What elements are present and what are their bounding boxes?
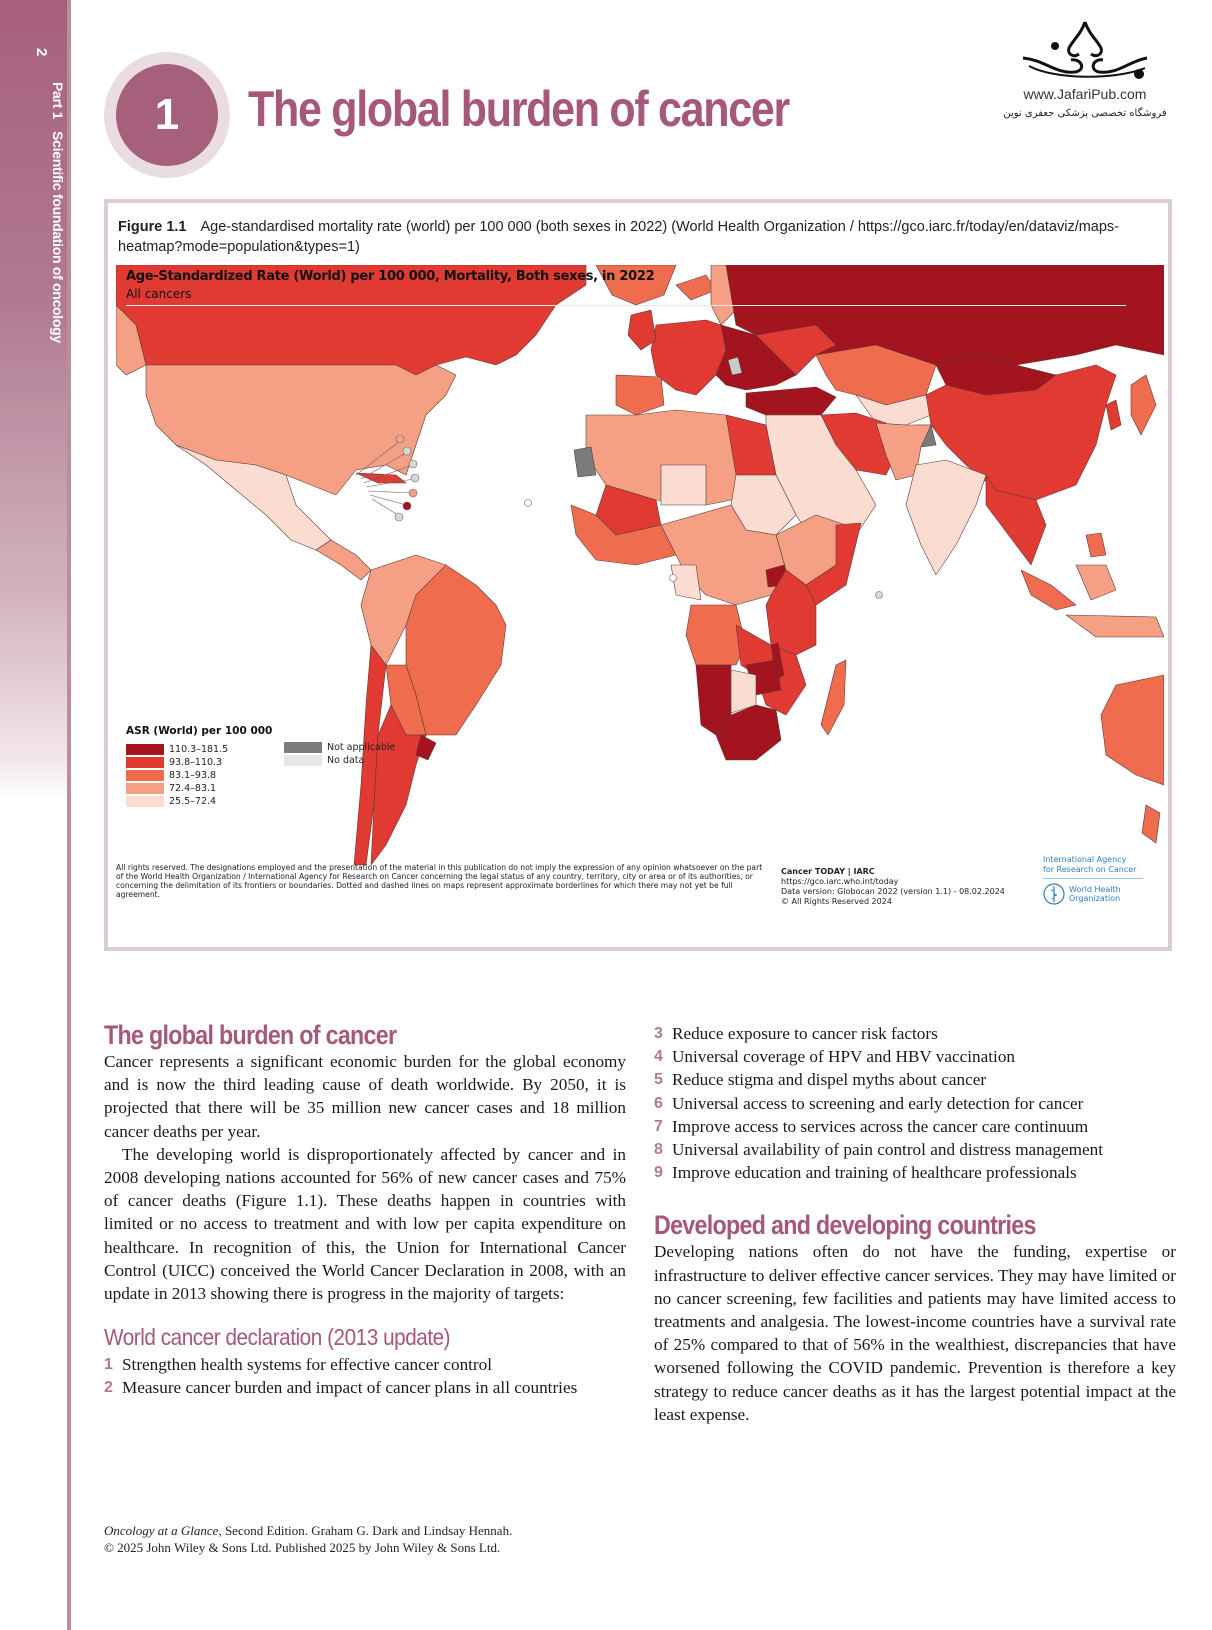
page-footer bbox=[104, 1522, 512, 1556]
paragraph: Developing nations often do not have the funding, expertise or infrastructure to deliver effective cancer services. They may have limited or no cancer screening, few facilities and patients may have limited access to treatments and analgesia. The lowest-income countries have a survival rate of 25% compared to that of 56% in the wealthiest, discrepancies that have worsened following the COVID pandemic. Prevention is therefore a key strategy to reduce cancer deaths as it has the largest potential impact at the least expense. bbox=[654, 1242, 1176, 1424]
list-item bbox=[654, 1068, 1176, 1091]
list-item bbox=[104, 1353, 626, 1376]
list-text: Universal coverage of HPV and HBV vaccination bbox=[672, 1047, 1016, 1067]
map-legend bbox=[126, 725, 272, 808]
world-map-graphic bbox=[116, 265, 1164, 865]
who-line-1: World Health bbox=[1069, 884, 1121, 894]
legend-label: No data bbox=[327, 754, 365, 766]
list-text: Universal access to screening and early detection for cancer bbox=[672, 1093, 1084, 1113]
iarc-line-2: for Research on Cancer bbox=[1043, 864, 1137, 874]
who-logo bbox=[1043, 883, 1143, 905]
subheading-declaration: World cancer declaration (2013 update) bbox=[104, 1324, 451, 1351]
body-column-left bbox=[104, 1020, 626, 1400]
list-item bbox=[654, 1092, 1176, 1115]
list-text: Improve access to services across the cancer care continuum bbox=[672, 1116, 1089, 1136]
legend-swatch bbox=[126, 757, 164, 768]
legend-item bbox=[284, 741, 395, 753]
page-number: 2 bbox=[33, 48, 50, 57]
list-number: 2 bbox=[104, 1379, 113, 1397]
targets-list-continued bbox=[654, 1022, 1176, 1184]
legend-item bbox=[126, 795, 272, 807]
footer-citation bbox=[104, 1522, 512, 1539]
legend-label: 72.4–83.1 bbox=[169, 782, 217, 794]
list-number: 4 bbox=[654, 1048, 663, 1066]
iarc-line-1: International Agency bbox=[1043, 855, 1127, 864]
list-text: Universal availability of pain control and distress management bbox=[672, 1140, 1103, 1160]
section-heading-developed-developing: Developed and developing countries bbox=[654, 1210, 1036, 1241]
legend-label: Not applicable bbox=[327, 741, 396, 753]
figure-1-1 bbox=[104, 199, 1172, 951]
figure-label: Figure 1.1 bbox=[118, 219, 187, 235]
org-divider bbox=[1043, 878, 1143, 879]
map-title-rule bbox=[126, 305, 1126, 306]
legend-label: 110.3–181.5 bbox=[169, 743, 229, 755]
list-number: 5 bbox=[654, 1071, 663, 1089]
figure-caption-text: Age-standardised mortality rate (world) per 100 000 (both sexes in 2022) (World Health Organization / https://gco.iarc.fr/today/en/dataviz/maps-heatmap?mode=population&types=1) bbox=[118, 219, 1120, 255]
publisher-url: www.JafariPub.com bbox=[1023, 86, 1147, 102]
legend-swatch bbox=[284, 742, 322, 753]
list-number: 8 bbox=[654, 1141, 663, 1159]
part-title: Scientific foundation of oncology bbox=[50, 131, 66, 343]
targets-list bbox=[104, 1353, 626, 1399]
who-line-2: Organization bbox=[1069, 894, 1121, 903]
list-item bbox=[654, 1115, 1176, 1138]
sidebar-rule bbox=[67, 0, 71, 1630]
list-item bbox=[654, 1161, 1176, 1184]
footer-copyright: © 2025 John Wiley & Sons Ltd. Published 2025 by John Wiley & Sons Ltd. bbox=[104, 1540, 501, 1555]
legend-item bbox=[284, 754, 395, 766]
figure-caption bbox=[118, 217, 1158, 257]
paragraph: Cancer represents a significant economic burden for the global economy and is now the third leading cause of death worldwide. By 2050, it is projected that there will be 35 million new cancer cases and 18 million cancer deaths per year. bbox=[104, 1052, 626, 1141]
legend-item bbox=[126, 743, 272, 755]
legend-label: 83.1–93.8 bbox=[169, 769, 217, 781]
part-label bbox=[50, 82, 66, 343]
list-item bbox=[654, 1022, 1176, 1045]
list-number: 6 bbox=[654, 1094, 663, 1112]
publisher-logo bbox=[985, 18, 1185, 138]
footer-citation-rest: , Second Edition. Graham G. Dark and Lindsay Hennah. bbox=[218, 1523, 513, 1538]
paragraph: The developing world is disproportionately affected by cancer and in 2008 developing nations accounted for 56% of new cancer cases and 75% of cancer deaths (Figure 1.1). These deaths happen in countries with limited or no access to treatment and with low per capita expenditure on healthcare. In recognition of this, the Union for International Cancer Control (UICC) conceived the World Cancer Declaration in 2008, with an update in 2013 showing there is progress in the majority of targets: bbox=[104, 1144, 626, 1304]
chapter-title: The global burden of cancer bbox=[248, 81, 789, 137]
map-disclaimer: All rights reserved. The designations employed and the presentation of the material in this publication do not imply the expression of any opinion whatsoever on the part of the World Health Organization / International Agency for Research on Cancer concerning the legal status of any country, territory, city or area or of its authorities, or concerning the delimitation of its frontiers or boundaries. Dotted and dashed lines on maps represent approximate borderlines for which there may not yet be full agreement. bbox=[116, 863, 763, 899]
map-legend-special bbox=[284, 741, 395, 767]
org-logos bbox=[1043, 855, 1143, 905]
list-number: 7 bbox=[654, 1117, 663, 1135]
list-item bbox=[104, 1376, 626, 1399]
legend-swatch bbox=[126, 796, 164, 807]
map-source bbox=[781, 867, 1005, 907]
list-text: Measure cancer burden and impact of cancer plans in all countries bbox=[122, 1378, 578, 1398]
legend-title: ASR (World) per 100 000 bbox=[126, 725, 273, 737]
chapter-number-badge: 1 bbox=[116, 64, 218, 166]
book-title: Oncology at a Glance bbox=[104, 1523, 219, 1538]
list-number: 3 bbox=[654, 1025, 663, 1042]
world-choropleth-map bbox=[116, 265, 1164, 925]
part-number: Part 1 bbox=[50, 82, 66, 120]
legend-swatch bbox=[126, 744, 164, 755]
source-version: Data version: Globocan 2022 (version 1.1) - 08.02.2024 bbox=[781, 887, 1005, 896]
legend-item bbox=[126, 769, 272, 781]
source-url: https://gco.iarc.who.int/today bbox=[781, 877, 899, 886]
legend-swatch bbox=[126, 770, 164, 781]
list-text: Reduce exposure to cancer risk factors bbox=[672, 1024, 938, 1043]
list-text: Improve education and training of healthcare professionals bbox=[672, 1163, 1077, 1183]
body-column-right bbox=[654, 1022, 1176, 1426]
legend-item bbox=[126, 782, 272, 794]
source-name: Cancer TODAY | IARC bbox=[781, 867, 875, 876]
list-number: 9 bbox=[654, 1164, 663, 1182]
legend-label: 25.5–72.4 bbox=[169, 795, 217, 807]
list-text: Strengthen health systems for effective cancer control bbox=[122, 1355, 493, 1375]
publisher-tagline: فروشگاه تخصصی پزشکی جعفری نوین bbox=[1003, 108, 1167, 119]
source-rights: © All Rights Reserved 2024 bbox=[781, 897, 892, 906]
legend-label: 93.8–110.3 bbox=[169, 756, 223, 768]
legend-swatch bbox=[126, 783, 164, 794]
list-item bbox=[654, 1045, 1176, 1068]
calligraphy-logo-icon bbox=[1015, 18, 1155, 84]
legend-item bbox=[126, 756, 272, 768]
section-heading-global-burden: The global burden of cancer bbox=[104, 1020, 397, 1050]
who-emblem-icon bbox=[1043, 883, 1065, 905]
list-text: Reduce stigma and dispel myths about cancer bbox=[672, 1070, 987, 1090]
list-item bbox=[654, 1138, 1176, 1161]
legend-swatch bbox=[284, 755, 322, 766]
map-subtitle: All cancers bbox=[126, 287, 192, 301]
list-number: 1 bbox=[104, 1356, 113, 1374]
map-title: Age-Standardized Rate (World) per 100 000, Mortality, Both sexes, in 2022 bbox=[126, 269, 655, 284]
